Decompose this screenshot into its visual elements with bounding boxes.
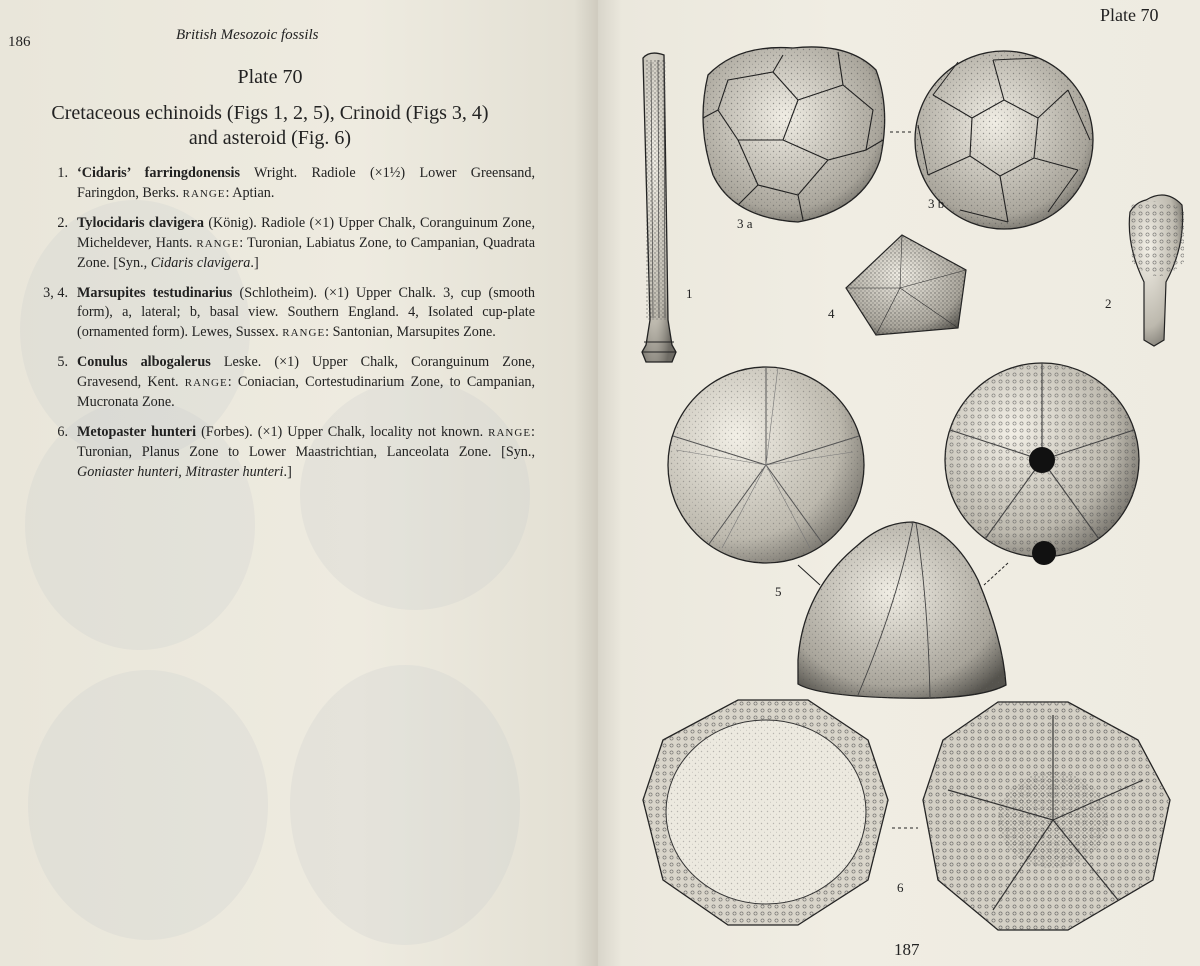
synonym: Cidaris clavigera (150, 255, 251, 271)
plate-illustrations (598, 0, 1200, 966)
range-label: RANGE (196, 237, 240, 250)
figure-label-3b: 3 b (928, 196, 945, 211)
entry-number: 2. (57, 215, 68, 231)
running-head: British Mesozoic fossils (176, 27, 319, 43)
range-label: RANGE (182, 187, 226, 200)
caption-line-1: Cretaceous echinoids (Figs 1, 2, 5), Crinoid (Figs 3, 4) (51, 102, 489, 124)
species-name: Marsupites testudinarius (77, 284, 233, 301)
figure-label-2: 2 (1105, 296, 1112, 311)
caption-line-2: and asteroid (Fig. 6) (188, 127, 352, 149)
plate-label: Plate 70 (1100, 5, 1159, 25)
synonym: Goniaster hunteri, Mitraster hunteri (77, 463, 284, 480)
plate-title: Plate 70 (237, 66, 303, 88)
right-page (598, 0, 1200, 966)
entry-text: Leske. (×1) Upper Chalk, Coranguinum Zone, Gravesend, Kent. (77, 354, 535, 390)
range-text: : Aptian. (225, 184, 275, 201)
figure-2-radiole (1129, 195, 1184, 346)
description-entry-5 (34, 353, 535, 413)
species-name: Metopaster hunteri (77, 423, 197, 440)
figure-4-cup-plate (846, 235, 966, 335)
periproct (1032, 541, 1056, 565)
entry-number: 3, 4. (43, 284, 68, 301)
entry-text: (Forbes). (×1) Upper Chalk, locality not known. (196, 423, 489, 440)
figure-label-3a: 3 a (737, 216, 753, 231)
entry-number: 1. (57, 165, 68, 181)
range-label: RANGE (488, 426, 532, 439)
entry-number: 6. (57, 423, 68, 440)
figure-descriptions (34, 164, 535, 492)
show-through-shadow (28, 670, 268, 940)
figure-6-asteroid-lower (923, 702, 1170, 930)
synonym-close: .] (250, 255, 259, 271)
page-number-left: 186 (8, 34, 31, 50)
species-name: ‘Cidaris’ farringdonensis (77, 165, 241, 181)
description-entry-1 (34, 164, 535, 204)
figure-6-asteroid-upper (643, 700, 888, 925)
description-entry-3-4 (34, 284, 535, 344)
show-through-shadow (290, 665, 520, 945)
page-number-right: 187 (894, 940, 920, 959)
range-label: RANGE (282, 326, 326, 339)
entry-text: (König). Radiole (×1) Upper Chalk, Coranguinum Zone, Micheldever, Hants. (77, 215, 535, 251)
figure-label-4: 4 (828, 306, 835, 321)
connector-5-left (798, 565, 820, 585)
figure-3a-cup-lateral (703, 47, 885, 222)
description-entry-2 (34, 214, 535, 274)
range-text: : Turonian, Labiatus Zone, to Campanian, Quadrata Zone. [Syn., (77, 234, 535, 271)
plate-caption (0, 101, 540, 151)
figure-5-echinoid-upper (668, 367, 864, 563)
left-page (0, 0, 598, 966)
figure-5-echinoid-lower (945, 363, 1139, 565)
range-text: : Santonian, Marsupites Zone. (325, 323, 496, 340)
peristome (1029, 447, 1055, 473)
entry-text: Wright. Radiole (×1½) Lower Greensand, Faringdon, Berks. (77, 165, 535, 201)
description-entry-6 (34, 423, 535, 483)
synonym-close: .] (283, 463, 292, 480)
range-label: RANGE (184, 376, 228, 389)
figure-label-1: 1 (686, 286, 693, 301)
entry-text: (Schlotheim). (×1) Upper Chalk. 3, cup (smooth form), a, lateral; b, basal view. Southern England. 4, Isolated cup-plate (ornamented form). Lewes, Sussex. (77, 284, 536, 340)
range-text: : Turonian, Planus Zone to Lower Maastrichtian, Lanceolata Zone. [Syn., (77, 423, 535, 460)
figure-5-echinoid-lateral (798, 522, 1006, 698)
figure-label-5: 5 (775, 584, 782, 599)
connector-5-right (984, 563, 1008, 585)
range-text: : Coniacian, Cortestudinarium Zone, to Campanian, Mucronata Zone. (77, 373, 536, 410)
species-name: Conulus albogalerus (77, 354, 211, 370)
species-name: Tylocidaris clavigera (77, 215, 204, 231)
figure-label-6: 6 (897, 880, 904, 895)
entry-number: 5. (57, 354, 68, 370)
figure-1-radiole (642, 53, 676, 362)
